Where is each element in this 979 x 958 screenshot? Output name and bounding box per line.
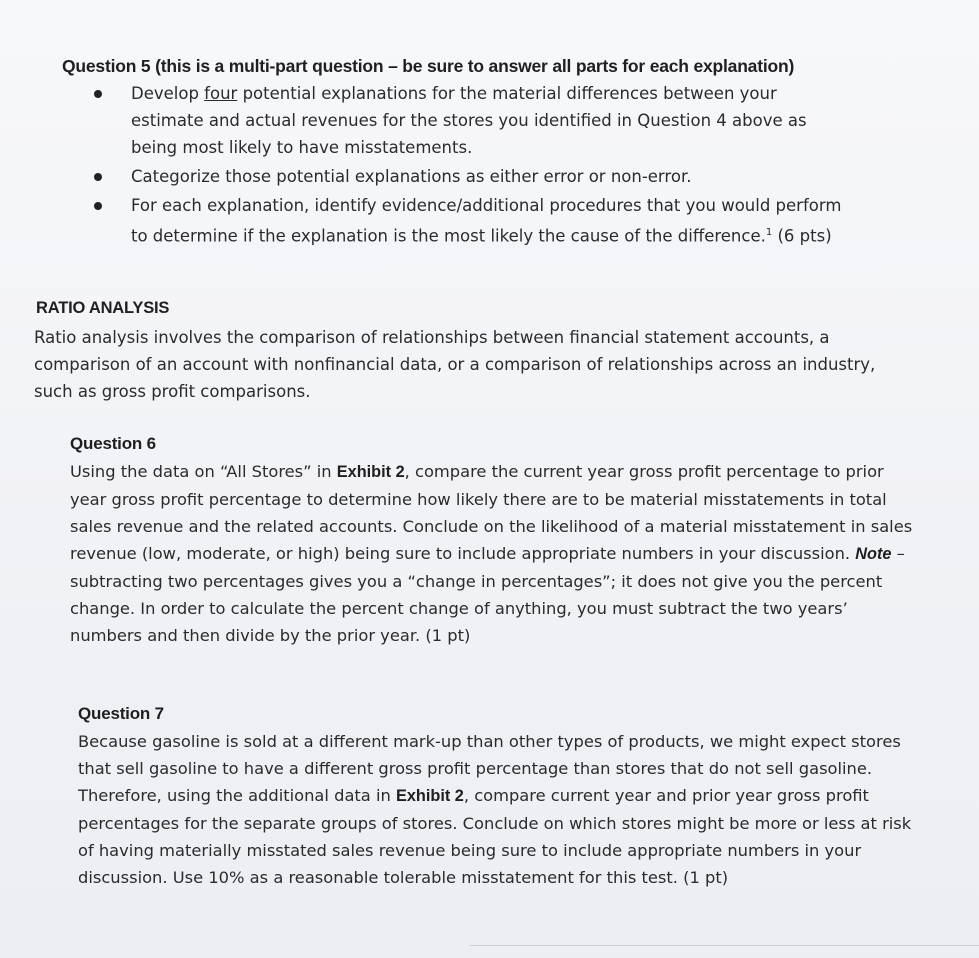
bullet-1-post: potential explanations for the material differences between your estimate and actual revenues for the stores you identified in Question 4 above as being most likely to have misstatements. — [131, 84, 807, 157]
q6-text-part-3: – subtracting two percentages gives you a “change in percentages”; it does not give you the percent change. In order to calculate the percent change of anything, you must subtract the two years’ numbers and then divide by the prior year. (1 pt) — [70, 544, 905, 645]
footnote-marker: 1 — [765, 227, 773, 238]
question-5-bullet-list — [94, 80, 854, 250]
question-7-paragraph — [78, 728, 918, 891]
question-5-title: Question 5 (this is a multi-part question – be sure to answer all parts for each explanation) — [62, 56, 795, 76]
bullet-item-develop-explanations — [94, 80, 854, 161]
question-6-title: Question 6 — [70, 434, 156, 453]
q6-note-label: Note — [855, 545, 892, 563]
bullet-dot-icon — [94, 202, 102, 210]
q7-exhibit-reference: Exhibit 2 — [395, 787, 464, 805]
bullet-1-underlined-word: four — [204, 84, 238, 103]
bullet-2-text: Categorize those potential explanations as either error or non-error. — [131, 167, 692, 186]
bullet-dot-icon — [94, 90, 102, 98]
q6-text-part-2: , compare the current year gross profit percentage to prior year gross profit percentage to determine how likely there are to be material misstatements in total sales revenue and the related accounts. Conclude on the likelihood of a material misstatement in sales revenue (low, moderate, or high) being sure to include appropriate numbers in your discussion. — [70, 462, 913, 563]
q6-text-part-1: Using the data on “All Stores” in — [70, 462, 337, 481]
bullet-3-points: (6 pts) — [772, 226, 832, 246]
q7-text-part-1: Because gasoline is sold at a different mark-up than other types of products, we might expect stores that sell gasoline to have a different gross profit percentage than stores that do not sell gasoline. Therefore, using the additional data in — [78, 732, 901, 805]
bullet-item-evidence — [94, 192, 854, 250]
ratio-analysis-paragraph: Ratio analysis involves the comparison of relationships between financial statement accounts, a comparison of an account with nonfinancial data, or a comparison of relationships across an industry, such as gross profit comparisons. — [34, 328, 876, 401]
bullet-1-pre: Develop — [131, 84, 205, 103]
bullet-dot-icon — [94, 173, 102, 181]
question-7-title: Question 7 — [78, 704, 164, 723]
ratio-analysis-title: RATIO ANALYSIS — [36, 299, 170, 317]
bottom-divider — [470, 945, 979, 946]
q7-text-part-2: , compare current year and prior year gross profit percentages for the separate groups of stores. Conclude on which stores might be more or less at risk of having materially misstated sales revenue being sure to include appropriate numbers in your discussion. Use 10% as a reasonable tolerable misstatement for this test. (1 pt) — [78, 786, 912, 887]
bullet-item-categorize — [94, 163, 854, 190]
question-6-paragraph — [70, 458, 920, 649]
bullet-3-text: For each explanation, identify evidence/additional procedures that you would perform to determine if the explanation is the most likely the cause of the difference. — [131, 196, 842, 246]
q6-exhibit-reference: Exhibit 2 — [336, 463, 405, 481]
